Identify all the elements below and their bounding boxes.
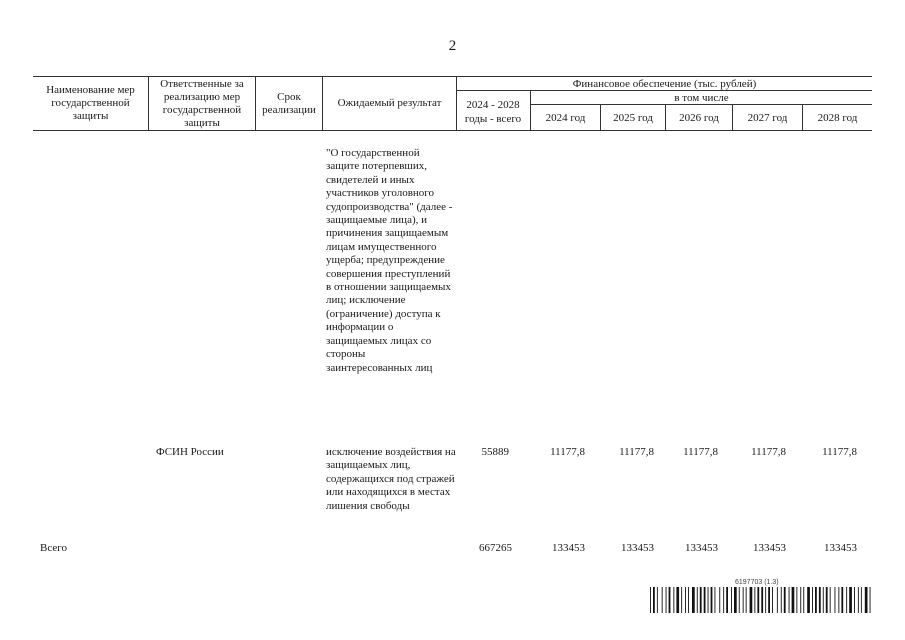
row-responsible: ФСИН России bbox=[156, 446, 224, 458]
total-year-2028: 133453 bbox=[824, 542, 857, 554]
total-year-2024: 133453 bbox=[552, 542, 585, 554]
header-year-2025: 2025 год bbox=[613, 112, 653, 124]
header-bottom-border bbox=[33, 130, 872, 131]
row-year-2026: 11177,8 bbox=[683, 446, 718, 458]
total-year-2025: 133453 bbox=[621, 542, 654, 554]
header-financing: Финансовое обеспечение (тыс. рублей) bbox=[572, 78, 757, 90]
header-year-2028: 2028 год bbox=[817, 112, 858, 124]
header-term: Срок реализации bbox=[262, 91, 316, 116]
barcode bbox=[650, 587, 872, 613]
total-sum: 667265 bbox=[479, 542, 512, 554]
row-result: исключение воздействия на защищаемых лиц, содержащихся под стражей или находящихся в местах лишения свободы bbox=[326, 446, 456, 512]
header-responsible: Ответственные за реализацию мер государственной защиты bbox=[160, 78, 244, 129]
total-year-2027: 133453 bbox=[753, 542, 786, 554]
row-year-2027: 11177,8 bbox=[751, 446, 786, 458]
header-year-2024: 2024 год bbox=[545, 112, 586, 124]
total-year-2026: 133453 bbox=[685, 542, 718, 554]
header-including: в том числе bbox=[674, 92, 729, 104]
header-result: Ожидаемый результат bbox=[337, 97, 442, 109]
header-year-2026: 2026 год bbox=[679, 112, 719, 124]
header-measure: Наименование мер государственной защиты bbox=[46, 84, 135, 122]
table-top-border bbox=[33, 76, 872, 77]
row-year-2024: 11177,8 bbox=[550, 446, 585, 458]
total-label: Всего bbox=[40, 542, 67, 554]
header-total-period: 2024 - 2028 годы - всего bbox=[464, 99, 522, 125]
header-year-2027: 2027 год bbox=[747, 112, 788, 124]
row-result: "О государственной защите потерпевших, свидетелей и иных участников уголовного судопроизводства" (далее - защищаемые лица), и причинения защищаемым лицам имущественного ущерба; предупреждение совершения преступлений в отношении защищаемых лиц; исключение (ограничение) доступа к информации о защищаемых лицах со стороны заинтересованных лиц bbox=[326, 147, 453, 374]
document-code: 6197703 (1.3) bbox=[735, 579, 779, 586]
page-number: 2 bbox=[448, 38, 457, 54]
row-year-2028: 11177,8 bbox=[822, 446, 857, 458]
row-total: 55889 bbox=[481, 446, 509, 458]
row-year-2025: 11177,8 bbox=[619, 446, 654, 458]
